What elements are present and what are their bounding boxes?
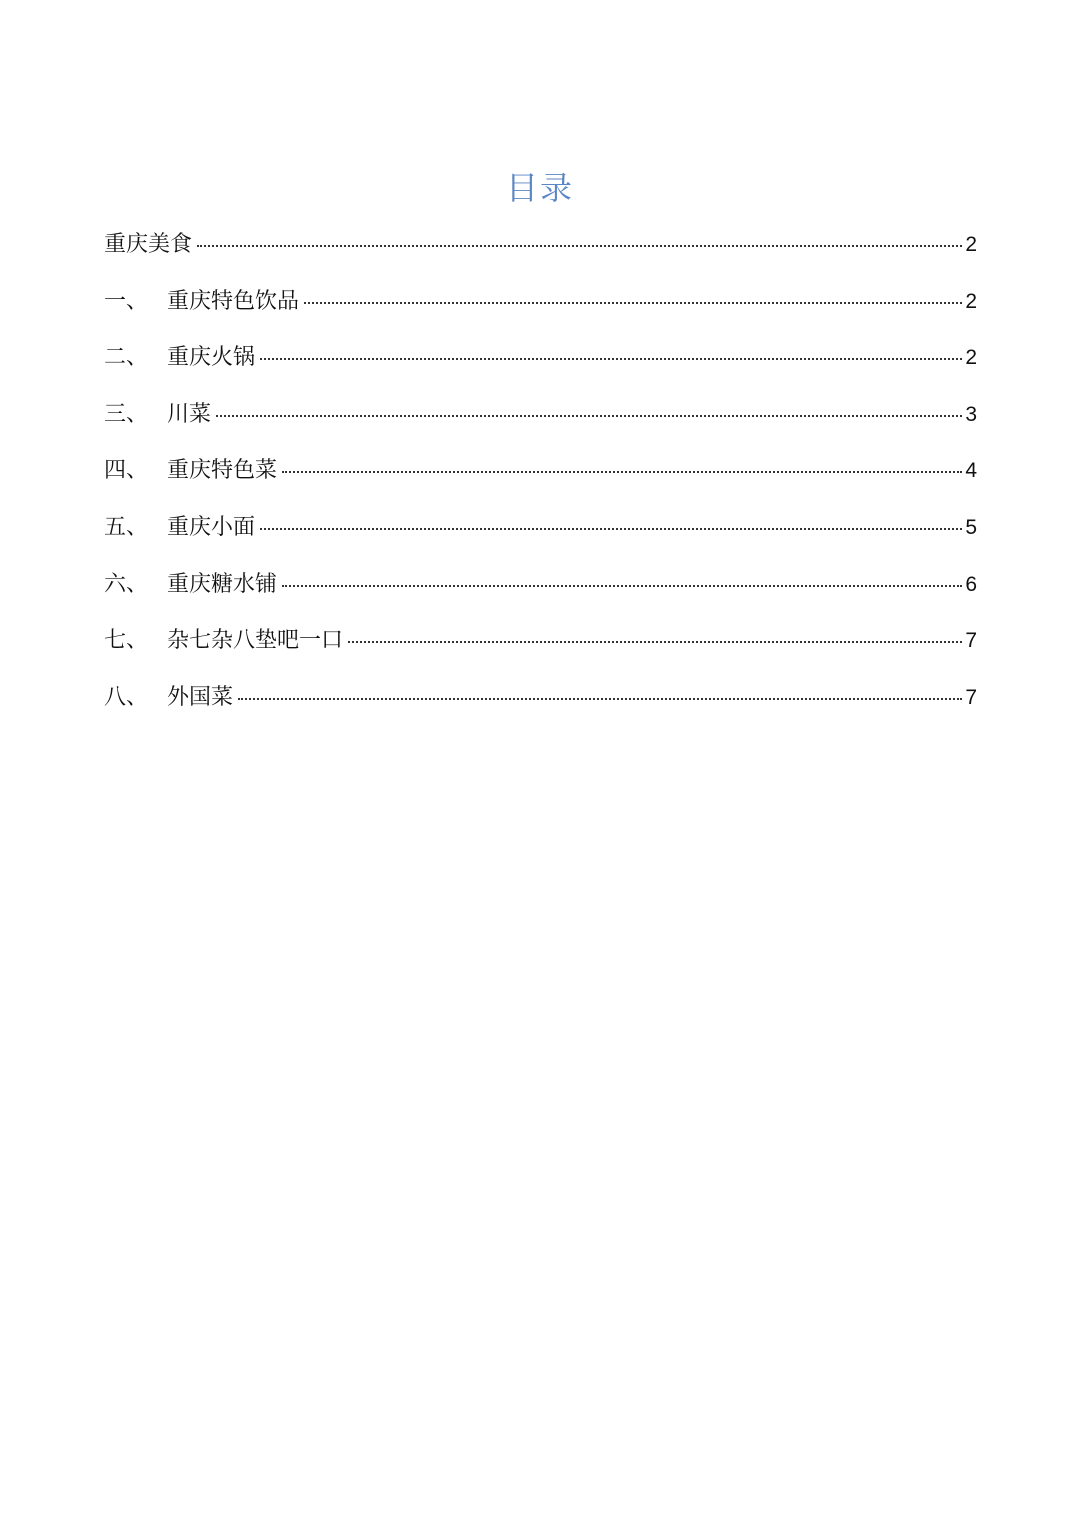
toc-entry-text: 重庆特色饮品 [167,288,300,314]
toc-entry[interactable] [104,566,977,623]
toc-dot-leader [238,698,962,700]
toc-entry[interactable] [104,226,977,283]
toc-entry-page: 3 [965,402,977,426]
toc-entry-page: 2 [965,346,977,370]
toc-entry[interactable] [104,339,977,396]
toc-entry-text: 重庆特色菜 [167,458,278,484]
toc-entry-number: 二、 [104,345,149,371]
toc-entry-number: 一、 [104,288,149,314]
toc-entry-text: 重庆糖水铺 [167,571,278,597]
toc-entry-text: 川菜 [167,401,212,427]
toc-entry-text: 杂七杂八垫吧一口 [167,628,344,654]
toc-entry[interactable] [104,452,977,509]
toc-entry-number: 三、 [104,401,149,427]
toc-dot-leader [282,471,962,473]
toc-entry-number: 六、 [104,571,149,597]
toc-entry-text: 外国菜 [167,684,234,710]
toc-entry-number: 五、 [104,514,149,540]
toc-entry[interactable] [104,396,977,453]
toc-entry-page: 2 [965,289,977,313]
toc-entry-page: 7 [965,629,977,653]
toc-entry[interactable] [104,283,977,340]
toc-entry[interactable] [104,509,977,566]
toc-entry-page: 6 [965,572,977,596]
toc-entry-number: 四、 [104,458,149,484]
toc-entry-number: 七、 [104,628,149,654]
toc-entry[interactable] [104,679,977,736]
toc-entry-text: 重庆小面 [167,514,256,540]
toc-dot-leader [348,641,962,643]
toc-entry-page: 5 [965,515,977,539]
toc-entry-page: 4 [965,459,977,483]
toc-dot-leader [260,358,962,360]
toc-entry-text: 重庆美食 [104,232,193,257]
toc-dot-leader [260,528,962,530]
toc-entry-number: 八、 [104,684,149,710]
toc-dot-leader [216,415,962,417]
toc-entry-page: 7 [965,685,977,709]
toc-entry-text: 重庆火锅 [167,345,256,371]
toc-list [104,226,977,735]
toc-title: 目录 [505,169,574,207]
toc-entry[interactable] [104,622,977,679]
toc-dot-leader [304,302,962,304]
toc-dot-leader [282,585,962,587]
toc-dot-leader [197,245,962,247]
toc-entry-page: 2 [965,233,977,256]
